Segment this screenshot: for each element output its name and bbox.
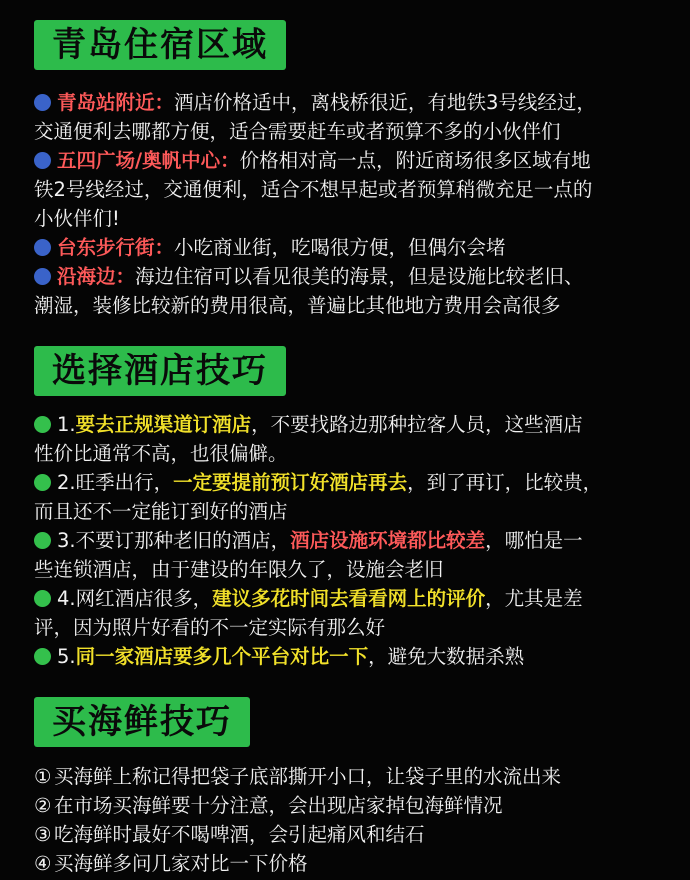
tip-text: 3.不要订那种老旧的酒店， xyxy=(57,529,291,552)
tip-text: 评，因为照片好看的不一定实际有那么好 xyxy=(34,616,386,639)
number-badge: ④ xyxy=(34,852,52,875)
section-header-hotel-tips: 选择酒店技巧 xyxy=(34,346,286,396)
tip-highlight: 一定要提前预订好酒店再去 xyxy=(173,471,408,494)
list-item xyxy=(34,233,674,262)
list-item-cont xyxy=(34,613,674,642)
list-item xyxy=(34,146,674,175)
tip-highlight: 要去正规渠道订酒店 xyxy=(75,413,252,436)
number-badge: ① xyxy=(34,765,52,788)
list-item xyxy=(34,526,674,555)
list-item-cont xyxy=(34,497,674,526)
bullet-dot-icon xyxy=(34,590,51,607)
tip-text: 而且还不一定能订到好的酒店 xyxy=(34,500,288,523)
tip-text: 2.旺季出行， xyxy=(57,471,174,494)
area-label: 青岛站附近： xyxy=(57,91,175,114)
area-desc: 潮湿，装修比较新的费用很高，普遍比其他地方费用会高很多 xyxy=(34,294,561,317)
tip-text: 5. xyxy=(57,645,76,668)
tip-text: 买海鲜上称记得把袋子底部撕开小口，让袋子里的水流出来 xyxy=(54,765,562,788)
list-item xyxy=(34,88,674,117)
number-badge: ③ xyxy=(34,823,52,846)
bullet-dot-icon xyxy=(34,94,51,111)
number-badge: ② xyxy=(34,794,52,817)
list-item xyxy=(34,642,674,671)
area-desc: 酒店价格适中，离栈桥很近，有地铁3号线经过， xyxy=(174,91,596,114)
bullet-dot-icon xyxy=(34,268,51,285)
list-item-cont xyxy=(34,204,674,233)
list-item xyxy=(34,791,674,820)
area-label: 沿海边： xyxy=(57,265,136,288)
list-item xyxy=(34,262,674,291)
tip-text: 买海鲜多问几家对比一下价格 xyxy=(54,852,308,875)
list-item-cont xyxy=(34,175,674,204)
area-desc: 小吃商业街，吃喝很方便，但偶尔会堵 xyxy=(174,236,506,259)
bullet-dot-icon xyxy=(34,239,51,256)
bullet-dot-icon xyxy=(34,648,51,665)
tip-text: ，避免大数据杀熟 xyxy=(368,645,525,668)
bullet-dot-icon xyxy=(34,474,51,491)
area-label: 五四广场/奥帆中心： xyxy=(57,149,240,172)
tip-text: 4.网红酒店很多， xyxy=(57,587,213,610)
list-item-cont xyxy=(34,117,674,146)
area-desc: 小伙伴们! xyxy=(34,207,120,230)
bullet-dot-icon xyxy=(34,532,51,549)
area-desc: 价格相对高一点，附近商场很多区域有地 xyxy=(239,149,591,172)
tip-text: 1. xyxy=(57,413,76,436)
tip-highlight: 同一家酒店要多几个平台对比一下 xyxy=(75,645,369,668)
area-desc: 交通便利去哪都方便，适合需要赶车或者预算不多的小伙伴们 xyxy=(34,120,561,143)
list-item xyxy=(34,584,674,613)
area-label: 台东步行街： xyxy=(57,236,175,259)
list-item-cont xyxy=(34,439,674,468)
section-header-seafood-tips: 买海鲜技巧 xyxy=(34,697,250,747)
list-item-cont xyxy=(34,291,674,320)
list-item xyxy=(34,762,674,791)
tip-text: ，尤其是差 xyxy=(485,587,583,610)
tip-text: 些连锁酒店，由于建设的年限久了，设施会老旧 xyxy=(34,558,444,581)
list-item xyxy=(34,820,674,849)
list-item-cont xyxy=(34,555,674,584)
tip-text: ，到了再订，比较贵， xyxy=(407,471,603,494)
tip-highlight: 建议多花时间去看看网上的评价 xyxy=(212,587,486,610)
tip-highlight: 酒店设施环境都比较差 xyxy=(290,529,486,552)
section-header-lodging: 青岛住宿区域 xyxy=(34,20,286,70)
tip-text: ，哪怕是一 xyxy=(485,529,583,552)
area-desc: 铁2号线经过，交通便利，适合不想早起或者预算稍微充足一点的 xyxy=(34,178,593,201)
bullet-dot-icon xyxy=(34,152,51,169)
area-desc: 海边住宿可以看见很美的海景，但是设施比较老旧、 xyxy=(135,265,584,288)
tip-text: 吃海鲜时最好不喝啤酒，会引起痛风和结石 xyxy=(54,823,425,846)
bullet-dot-icon xyxy=(34,416,51,433)
tip-text: 性价比通常不高，也很偏僻。 xyxy=(34,442,288,465)
list-item xyxy=(34,410,674,439)
tip-text: 在市场买海鲜要十分注意，会出现店家掉包海鲜情况 xyxy=(54,794,503,817)
list-item xyxy=(34,468,674,497)
list-item xyxy=(34,849,674,878)
tip-text: ，不要找路边那种拉客人员，这些酒店 xyxy=(251,413,583,436)
